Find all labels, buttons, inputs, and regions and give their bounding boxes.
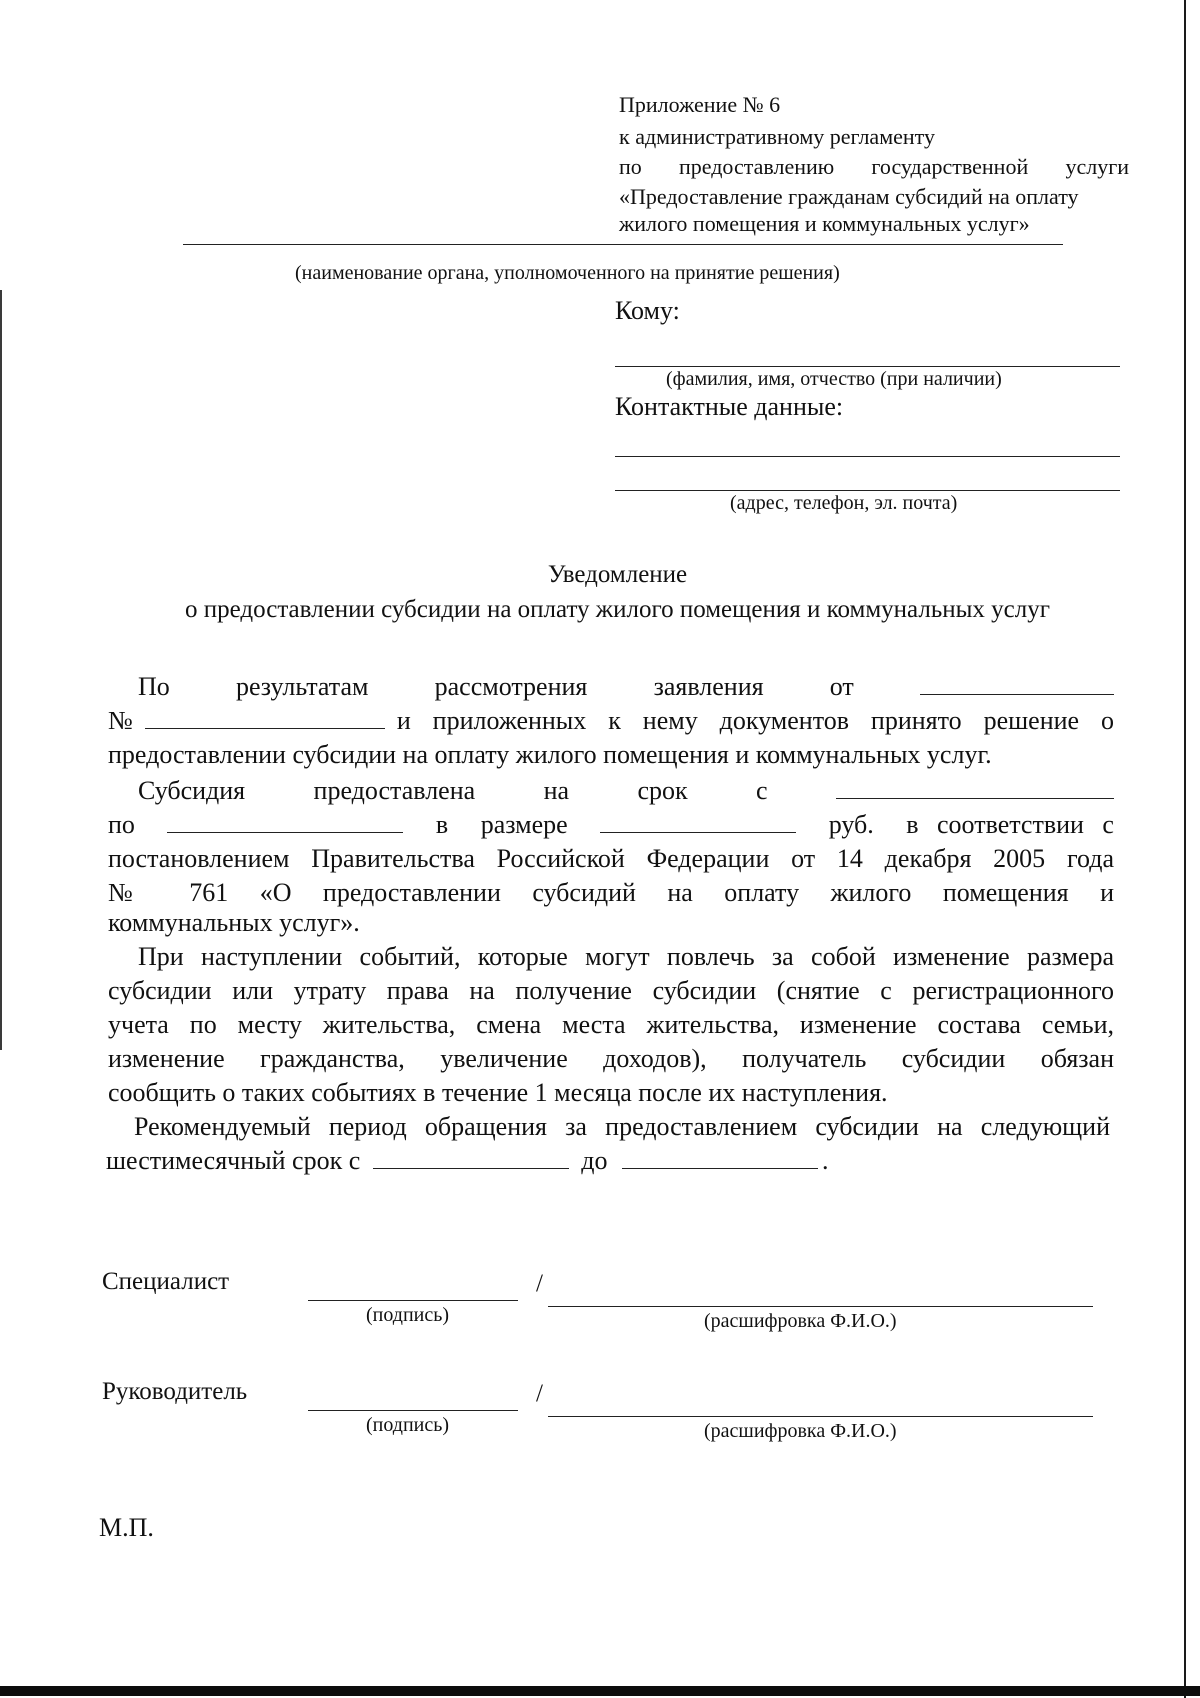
p3-line-5: сообщить о таких событиях в течение 1 месяца после их наступления. — [108, 1078, 888, 1107]
appendix-service-name-2: жилого помещения и коммунальных услуг» — [619, 211, 1030, 236]
p3-line-3: учета по месту жительства, смена места жительства, изменение состава семьи, — [108, 1010, 1114, 1039]
p2-word: в — [435, 810, 449, 839]
head-label: Руководитель — [102, 1378, 248, 1405]
authority-caption: (наименование органа, уполномоченного на принятие решения) — [295, 262, 840, 284]
appendix-reglament: к административному регламенту — [619, 124, 935, 149]
p2-line-5: коммунальных услуг». — [108, 908, 360, 937]
contacts-caption: (адрес, телефон, эл. почта) — [730, 492, 958, 514]
p2-word: предоставлена — [313, 776, 476, 805]
head-signature-line — [308, 1410, 518, 1411]
subsidy-start-date-blank — [836, 778, 1114, 799]
scan-border-right — [1184, 0, 1186, 1698]
p4-line-2 — [106, 1146, 828, 1176]
head-name-line — [548, 1416, 1093, 1417]
appendix-number: Приложение № 6 — [619, 92, 781, 117]
recipient-name-caption: (фамилия, имя, отчество (при наличии) — [666, 368, 1002, 390]
scan-border-left — [0, 290, 2, 1050]
stamp-label: М.П. — [99, 1513, 154, 1542]
recipient-name-line — [615, 366, 1120, 367]
appendix-service-line: по предоставлению государственной услуги — [619, 154, 1129, 179]
specialist-signature-caption: (подпись) — [366, 1304, 450, 1326]
p4-do: до — [581, 1146, 608, 1175]
specialist-decoding-caption: (расшифровка Ф.И.О.) — [704, 1310, 897, 1332]
p2-word: Субсидия — [138, 776, 246, 805]
p1-word: от — [829, 672, 854, 701]
p3-line-2: субсидии или утрату права на получение субсидии (снятие с регистрационного — [108, 976, 1114, 1005]
application-date-blank — [920, 674, 1114, 695]
scan-border-bottom — [0, 1686, 1200, 1696]
p4-end: . — [821, 1146, 829, 1175]
p2-line-4: № 761 «О предоставлении субсидий на оплату жилого помещения и — [108, 878, 1114, 907]
notice-title: Уведомление — [547, 561, 688, 588]
application-number-blank — [145, 708, 385, 729]
specialist-signature-line — [308, 1300, 518, 1301]
specialist-label: Специалист — [102, 1268, 230, 1295]
p2-line-3: постановлением Правительства Российской Федерации от 14 декабря 2005 года — [108, 844, 1114, 873]
p2-word: руб. — [828, 810, 874, 839]
p1-word: По — [138, 672, 170, 701]
p2-line-2 — [108, 810, 1114, 840]
p2-word: в соответствии с — [906, 810, 1114, 839]
number-sign: № — [108, 706, 133, 735]
contacts-label: Контактные данные: — [615, 392, 844, 421]
p1-line-1 — [108, 672, 1114, 702]
p2-word: с — [756, 776, 768, 805]
head-slash: / — [536, 1380, 543, 1407]
notice-subtitle: о предоставлении субсидии на оплату жилого помещения и коммунальных услуг — [184, 596, 1050, 623]
p2-word: на — [543, 776, 570, 805]
p4-line-1: Рекомендуемый период обращения за предоставлением субсидии на следующий — [134, 1112, 1110, 1141]
authority-name-line — [183, 244, 1063, 245]
p1-word: рассмотрения — [434, 672, 588, 701]
contacts-line-1 — [615, 456, 1120, 457]
subsidy-end-date-blank — [167, 812, 403, 833]
p1-line-3: предоставлении субсидии на оплату жилого помещения и коммунальных услуг. — [108, 740, 992, 769]
p2-word: по — [108, 810, 135, 839]
p1-word: заявления — [653, 672, 764, 701]
p1-word: результатам — [235, 672, 369, 701]
head-decoding-caption: (расшифровка Ф.И.О.) — [704, 1420, 897, 1442]
specialist-name-line — [548, 1306, 1093, 1307]
p2-word: срок — [637, 776, 688, 805]
p1-rest: и приложенных к нему документов принято решение о — [396, 706, 1114, 735]
p3-line-4: изменение гражданства, увеличение доходов), получатель субсидии обязан — [108, 1044, 1114, 1073]
p1-line-2 — [108, 706, 1114, 736]
head-signature-caption: (подпись) — [366, 1414, 450, 1436]
next-period-start-blank — [373, 1148, 569, 1169]
subsidy-amount-blank — [600, 812, 796, 833]
p2-line-1 — [108, 776, 1114, 806]
appendix-service-name-1: «Предоставление гражданам субсидий на оплату — [619, 184, 1079, 209]
specialist-slash: / — [536, 1270, 543, 1297]
contacts-line-2 — [615, 490, 1120, 491]
p4-prefix: шестимесячный срок с — [106, 1146, 361, 1175]
p2-word: размере — [480, 810, 568, 839]
next-period-end-blank — [622, 1148, 818, 1169]
to-label: Кому: — [615, 296, 680, 325]
p3-line-1: При наступлении событий, которые могут повлечь за собой изменение размера — [138, 942, 1114, 971]
